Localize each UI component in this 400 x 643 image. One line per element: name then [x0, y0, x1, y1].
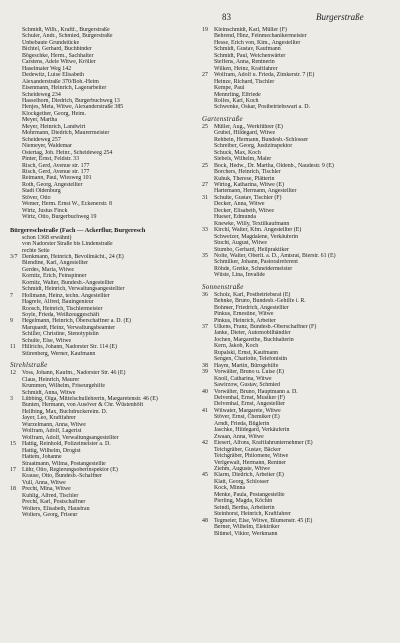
- entry-text: Schiller, Christine, Stenotypistin: [22, 331, 99, 338]
- right-column: [202, 27, 384, 537]
- entry-text: Straatmann, Wilma, Postangestellte: [22, 460, 106, 467]
- entry-text: Risch, Gerd, Avenue str. 177: [22, 168, 90, 175]
- entry-text: Wirtz, Justus Finck: [22, 207, 68, 214]
- entry-text: Borchers, Heinrich, Tischler: [214, 169, 281, 176]
- entry-text: Knewke, Willy, Textilkaufmann: [214, 220, 290, 227]
- resident-entry: [10, 512, 192, 518]
- entry-text: Lübbing, Olga, Mittelschullehrerin, Margaretenstr. 46 (E): [22, 396, 158, 403]
- entry-text: Steffens, Anna, Rentnerin: [214, 59, 275, 66]
- house-number: 40: [202, 388, 208, 395]
- entry-text: Schreiber, Georg, Justizinspektor: [214, 143, 293, 150]
- entry-text: Nolte, Walter, Oberlt. a. D., Amtsrat, Bierstr. 61 (E): [214, 252, 336, 259]
- entry-text: Pinter, Ernst, Feldstr. 33: [22, 156, 80, 163]
- house-number: 11: [10, 344, 16, 351]
- entry-text: Voss, Johann, Kaufm., Nadorster Str. 46 (E): [22, 370, 126, 377]
- entry-text: Schuler, Andr., Schmied, Burgerstraße: [22, 33, 113, 40]
- entry-text: Dedewitz, Luise Elisabeth: [22, 72, 84, 79]
- spacer: [10, 357, 192, 360]
- entry-text: Rehbein, Hermann, Bundesb.-Schlosser: [214, 136, 309, 143]
- entry-text: Rolfes, Karl, Koch: [214, 97, 259, 104]
- entry-text: Seindl, Bertha, Arbeiterin: [214, 504, 275, 511]
- entry-text: Heinze, Richard, Tischler: [214, 78, 275, 85]
- house-number: 17: [10, 467, 16, 473]
- entry-text: Bohmer, Friedrich, Angestellter: [214, 304, 289, 311]
- entry-text: Meyer, Martha: [22, 117, 58, 124]
- entry-text: Schmidt, Wilh., Kraftf., Burgerstraße: [22, 27, 110, 33]
- entry-text: Bunten, Hermann, von Ausöver & Chr. Wüstenhöft: [22, 402, 144, 409]
- entry-text: Soyle, Frieda, Weißzeuggeschäft: [22, 312, 100, 319]
- entry-text: Arndt, Frieda, Büglerin: [214, 420, 270, 427]
- house-number: 37: [202, 324, 208, 331]
- entry-text: Hesse, Erich von, Kim., Angestellter: [214, 39, 301, 46]
- entry-text: Decker, Elisabeth, Witwe: [214, 207, 274, 214]
- entry-text: Reimann, Paul, Wiesweg 101: [22, 175, 92, 182]
- entry-text: Siebels, Wilhelm, Maler: [214, 156, 272, 163]
- entry-text: Hillrichs, Johann, Nadorster Str. 114 (E): [22, 344, 117, 351]
- entry-text: Marquardt, Heinz, Verwaltungsbeamter: [22, 324, 116, 331]
- entry-text: Schmidt, Gustav, Kaufmann: [214, 46, 281, 53]
- entry-text: Janke, Dieter, Automobilhändler: [214, 330, 291, 337]
- entry-text: Behnke, Bruno, Bundesb.-Gehilfe i. R.: [214, 298, 306, 305]
- house-number: 25: [202, 123, 208, 130]
- entry-text: Kornitz, Erich, Feinspinner: [22, 273, 87, 280]
- entry-text: Berner, Wilhelm, Elektriker: [214, 524, 280, 531]
- entry-text: Bichtel, Gerhard, Buchbinder: [22, 46, 92, 53]
- entry-text: Ziehm, Auguste, Witwe: [214, 466, 270, 472]
- entry-text: Steinhorst, Heinrich, Kraftfahrer: [214, 511, 291, 518]
- house-number: 18: [10, 486, 16, 493]
- house-number: 41: [202, 407, 208, 414]
- entry-text: Pinkus, Ernestine, Witwe: [214, 311, 274, 318]
- entry-text: Klarm, Diedrich, Arbeiter (E): [214, 472, 284, 479]
- entry-text: Stürenberg, Werner, Kaufmann: [22, 350, 96, 357]
- entry-text: Pinkus, Heinrich, Arbeiter: [214, 317, 276, 324]
- entry-text: Rupalski, Ernst, Kaufmann: [214, 349, 279, 356]
- entry-text: Vorwälter, Bruno, Hauptmann a. D.: [214, 388, 298, 395]
- entry-text: Tegmeier, Else, Witwe, Blumenstr. 45 (E): [214, 517, 313, 524]
- entry-text: Schmilker, Johann, Pastoralreferent: [214, 259, 298, 266]
- entry-text: Henjes, Meta, Witwe, Alexanderstraße 385: [22, 104, 124, 111]
- entry-text: Denkmann, Heinrich, Bevollmächt., 24 (E): [22, 253, 124, 260]
- entry-text: Kuhlig, Alfred, Tischler: [22, 492, 79, 499]
- entry-text: Wolters, Elisabeth, Hausfrau: [22, 505, 90, 512]
- entry-text: Haym, Martin, Bürogehilfe: [214, 362, 279, 369]
- entry-text: Unbebaute Grundstücke: [22, 39, 80, 46]
- entry-text: rechte Seite: [22, 247, 50, 254]
- entry-text: Kornitz, Walter, Bundesb.-Angestellter: [22, 279, 114, 286]
- entry-text: Hagrefe, Alfred, Bauingenieur: [22, 299, 94, 306]
- entry-text: Wirtz, Otto, Burgerbuchweg 19: [22, 214, 97, 221]
- entry-text: Wilken, Heinz, Kraftfahrer: [214, 65, 278, 72]
- house-number: 3/7: [10, 253, 18, 260]
- entry-text: Wolfram, Adolf, Lagerist: [22, 428, 82, 435]
- entry-text: Knoll, Catharina, Witwe: [214, 375, 272, 382]
- entry-text: Eisenmann, Heinrich, Lagerarbeiter: [22, 85, 107, 92]
- entry-text: Blendine, Karl, Angestellter: [22, 260, 89, 267]
- entry-text: Stadt Oldenburg: [22, 188, 61, 195]
- entry-text: Niemeyer, Waldemar: [22, 143, 72, 150]
- entry-text: von Nadorster Straße bis Lindenstraße: [22, 241, 113, 248]
- entry-text: Wolters, Georg, Friseur: [22, 512, 78, 519]
- entry-text: Schmidt, Heinrich, Verwaltungsangestellter: [22, 286, 125, 293]
- entry-text: Pierling, Magda, Köchin: [214, 498, 273, 505]
- page-number: 83: [222, 12, 231, 22]
- entry-text: Bögeschke, Herm., Sachhalter: [22, 52, 94, 59]
- entry-text: Roosch, Heinrich, Tischlermeister: [22, 305, 103, 312]
- entry-text: Verlgewalt, Hermann, Rentner: [214, 459, 286, 466]
- entry-text: Schulte, Else, Witwe: [22, 337, 72, 344]
- entry-text: Zwaan, Anna, Witwe: [214, 433, 264, 440]
- entry-text: Kempe, Paul: [214, 85, 245, 92]
- entry-text: Wolfram, Adolf u. Frieda, Zimkerstr. 7 (E): [214, 72, 315, 79]
- entry-text: Krause, Otto, Bundesb.-Schaffner: [22, 473, 102, 480]
- entry-text: Schmidt, Paul, Weichenwärter: [214, 52, 286, 59]
- entry-text: Wolfram, Adolf, Verwaltungsangestellter: [22, 434, 119, 441]
- entry-text: Decker, Anna, Witwe: [214, 201, 265, 208]
- entry-text: Behrend, Hinz, Feinmechanikermeister: [214, 33, 307, 40]
- entry-text: Wurzelmann, Anna, Witwe: [22, 421, 86, 428]
- house-number: 7: [10, 292, 13, 299]
- entry-text: Stumbo, Gerhard, Heilpraktiker: [214, 246, 289, 253]
- entry-text: Grubel, Hildegard, Witwe: [214, 130, 276, 137]
- entry-text: Delvenhal, Ernst, Musiker (F): [214, 395, 285, 402]
- running-title: Burgerstraße: [316, 12, 364, 22]
- entry-text: Klatt, Georg, Schlosser: [214, 478, 269, 485]
- house-number: 3: [10, 396, 13, 403]
- entry-text: Ostertag, Joh. Heinr., Scheideweg 254: [22, 149, 113, 156]
- entry-text: Ulkens, Franz, Bundesb.-Oberschaffner (F): [214, 324, 317, 331]
- entry-text: Scheideweg 257: [22, 136, 61, 143]
- street-heading: Bürgereschstraße (Fach — Ackerflur, Burgeresch: [10, 226, 146, 234]
- street-heading: Strehlstraße: [10, 361, 48, 370]
- resident-entry: [202, 531, 384, 537]
- entry-text: Schwenke, Oskar, Postbetriebswart a. D.: [214, 104, 310, 111]
- house-number: 35: [202, 252, 208, 259]
- house-number: 45: [202, 472, 208, 479]
- street-heading: Sonnenstraße: [202, 282, 244, 291]
- entry-text: Kleinschmidt, Karl, Müller (F): [214, 27, 287, 33]
- entry-text: Blümel, Viktor, Werkmann: [214, 530, 278, 537]
- entry-text: Eiesert, Alfons, Kraftfahrunternehmer (E): [214, 440, 313, 447]
- entry-text: Scheideweg 234: [22, 91, 61, 98]
- entry-text: Delvenhal, Ernst, Angestellter: [214, 401, 285, 408]
- entry-text: Haselmaier Weg 142: [22, 65, 72, 72]
- house-number: 12: [10, 370, 16, 377]
- entry-text: Kock, Minna: [214, 485, 246, 492]
- street-heading: Gartenstraße: [202, 114, 243, 123]
- entry-text: Vull, Anna, Witwe: [22, 479, 66, 486]
- entry-text: Stöver, Otto: [22, 194, 51, 201]
- entry-text: Stöver, Ernst, Chemiker (E): [214, 414, 280, 421]
- house-number: 39: [202, 369, 208, 376]
- entry-text: Scholz, Karl, Postbetriebsrat (E): [214, 291, 291, 298]
- house-number: 33: [202, 227, 208, 234]
- entry-text: Teichgräber, Gustav, Bäcker: [214, 446, 281, 453]
- entry-text: Wemer, Herm. Ernst W., Eckenerstr. 8: [22, 201, 112, 208]
- entry-text: Kirchl, Walter, Kfm. Angestellter (E): [214, 227, 302, 234]
- entry-text: Kuhuk, Therese, Plätterin: [214, 175, 275, 182]
- entry-text: Hattig, Reinhold, Polizeimeister a. D.: [22, 441, 111, 448]
- entry-text: Hollmann, Heinz, techn. Angestellter: [22, 292, 110, 299]
- entry-text: Claus, Heinrich, Maurer: [22, 376, 80, 383]
- entry-text: Schulte, Gustav, Tischler (F): [214, 194, 282, 201]
- entry-text: Alexanderstraße 370/Boh.-Heim: [22, 78, 99, 85]
- entry-text: Risch, Gerd, Avenue str. 177: [22, 162, 90, 169]
- entry-text: Mohrmann, Diedrich, Maurermeister: [22, 130, 110, 137]
- entry-text: Müller, Aug., Werkführer (E): [214, 123, 283, 130]
- entry-text: Schuck, Max, Koch: [214, 149, 261, 156]
- entry-text: Precht, Karl, Postschaffner: [22, 499, 86, 506]
- entry-text: Meyer, Heinrich, Landwirt: [22, 123, 86, 130]
- entry-text: Wilwater, Margarete, Witwe: [214, 407, 281, 414]
- entry-text: Hattig, Wilhelm, Drogist: [22, 447, 81, 454]
- entry-text: Klockgether, Georg, Heim.: [22, 110, 86, 117]
- entry-text: Hegelmann, Heinrich, Oberschaffner a. D. (E): [22, 318, 131, 325]
- house-number: 36: [202, 291, 208, 298]
- entry-text: Roth, Georg, Angestellter: [22, 181, 83, 188]
- entry-text: schon 1368 erwähnt): [22, 234, 72, 241]
- entry-text: Hueser, Edmunda: [214, 214, 256, 221]
- entry-text: Gerdes, Maria, Witwe: [22, 266, 74, 273]
- entry-text: Röhde, Gretke, Schneidermeister: [214, 265, 293, 272]
- house-number: 27: [202, 72, 208, 79]
- entry-text: Wüste, Lina, Invalide: [214, 272, 266, 279]
- entry-text: Sawirzow, Gustav, Schmied: [214, 382, 280, 389]
- entry-text: Krummen, Wilhelm, Friseurgehilfe: [22, 383, 105, 390]
- house-number: 31: [202, 194, 208, 201]
- entry-text: Bock, Hedw., Dr. Martha, Oldenb., Naudestr. 9 (E): [214, 162, 334, 169]
- entry-text: Jayer, Leo, Kraftfahrer: [22, 415, 76, 422]
- entry-text: Mennrling, Elfriede: [214, 91, 261, 98]
- entry-text: Precht, Mina, Witwe: [22, 486, 71, 493]
- house-number: 27: [202, 181, 208, 188]
- house-number: 19: [202, 27, 208, 33]
- entry-text: Teichgräber, Philomene, Witwe: [214, 453, 289, 460]
- entry-text: Wirtog, Katharina, Witwe (E): [214, 181, 284, 188]
- entry-text: Stucht, August, Witwe: [214, 240, 267, 247]
- entry-text: Jochen, Margarethe, Buchhalterin: [214, 336, 294, 343]
- entry-text: Schmidt, Anna, Witwe: [22, 389, 76, 396]
- entry-text: Hattem, Johanne: [22, 454, 62, 461]
- left-column: [10, 27, 192, 537]
- entry-text: Carstens, Adele Witwe, Kröller: [22, 59, 96, 66]
- house-number: 9: [10, 318, 13, 325]
- spacer: [202, 279, 384, 282]
- house-number: 25: [202, 162, 208, 169]
- entry-text: Jaschke, Hildegard, Verkäuferin: [214, 427, 290, 434]
- entry-text: Hartemann, Hermann, Angestellter: [214, 188, 297, 195]
- entry-text: Hellbing, Max, Buchdruckereim. D.: [22, 408, 108, 415]
- house-number: 48: [202, 517, 208, 524]
- house-number: 15: [10, 441, 16, 448]
- entry-text: Sengen, Charlotte, Telefonistin: [214, 356, 288, 363]
- columns: [10, 27, 392, 537]
- entry-text: Schweizer, Magdalene, Verkäuferin: [214, 233, 299, 240]
- spacer: [202, 111, 384, 114]
- house-number: 38: [202, 362, 208, 369]
- spacer: [10, 221, 192, 224]
- entry-text: Menke, Paula, Postangestellte: [214, 491, 285, 498]
- entry-text: Lühr, Otto, Regierungsoberinspektor (E): [22, 467, 118, 473]
- house-number: 42: [202, 440, 208, 447]
- entry-text: Hasselhorn, Diedrich, Burgerbuchweg 13: [22, 97, 120, 104]
- entry-text: Vorwälter, Bruno u. Luise (E): [214, 369, 284, 376]
- entry-text: Kern, Jakob, Koch: [214, 343, 259, 350]
- page-header: [10, 12, 392, 25]
